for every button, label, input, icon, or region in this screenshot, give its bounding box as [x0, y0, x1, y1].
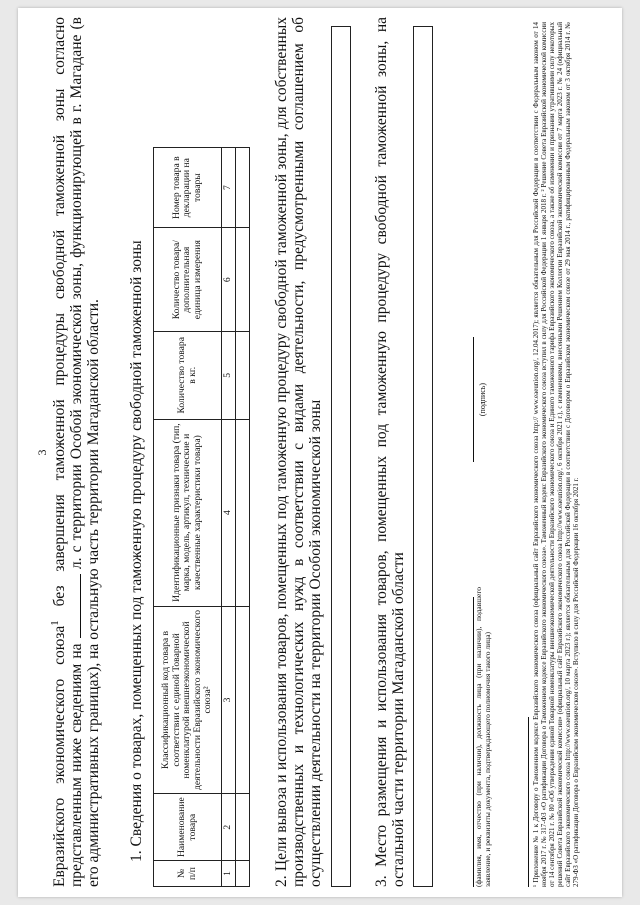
col-number-1: 1 [222, 861, 236, 887]
signature-caption: (подпись) [478, 382, 487, 417]
col-header-weight: Количество товара в кг. [154, 332, 222, 420]
col-number-2: 2 [222, 794, 236, 861]
goods-table [153, 147, 250, 887]
table-header-row [154, 148, 222, 887]
col-header-number: № п/п [154, 861, 222, 887]
intro-text-part2: без завершения таможенной процедуры свободной таможенной зоны согласно представленным ниже сведениям на [51, 17, 85, 887]
col-number-6: 6 [222, 228, 236, 332]
col-number-4: 4 [222, 419, 236, 606]
intro-text-part3: л. с территории Особой экономической зоны, функционирующей в г. Магадане (в его административных границах), на остальную часть территории Магаданской области. [68, 17, 102, 887]
section2-text: 2. Цели вывоза и использования товаров, помещенных под таможенную процедуру свободной таможенной зоны, для собственных производственных и технологических нужд в соответствии с видами деятельности, предусмотренными соглашением об осуществлении деятельности на территории Особой экономической зоны [273, 17, 324, 887]
footnotes: ¹ Приложение № 1 к Договору о Таможенном кодексе Евразийского экономического союза (официальный сайт Евразийского экономического союза http:// www.eaeunion.org/, 12.04.2017); является обязательным для Российской Федерации в соответствии с Федеральным законом от 14 ноября 2017 г. № 317-ФЗ «О ратификации Договора о Таможенном кодексе Евразийского экономического союза». Таможенный кодекс Евразийского экономического союза вступил в силу для Российской Федерации 1 января 2018 г. ² Решение Совета Евразийской экономической комиссии от 14 сентября 2021 г. № 80 «Об утверждении единой Товарной номенклатуры внешнеэкономической деятельности Евразийского экономического союза и Единого таможенного тарифа Евразийского экономического союза, а также об изменении и признании утратившими силу некоторых решений Совета Евразийской экономической комиссии» (официальный сайт Евразийского экономического союза http://www.eaeunion.org/, 6 октября 2021 г.), с изменениями, внесенными Решением Коллегии Евразийской экономической комиссии от 7 марта 2023 г. № 24 (официальный сайт Евразийского экономического союза http://www.eaeunion.org/, 10 марта 2023 г.); является обязательным для Российской Федерации в соответствии с Договором о Евразийском экономическом союзе от 29 мая 2014 г., ратифицированным Федеральным законом от 3 октября 2014 г. № 279-ФЗ «О ратификации Договора о Евразийском экономическом союзе». Вступило в силу для Российской Федерации 16 октября 2021 г. [532, 22, 581, 887]
col-header-quantity: Количество товара/ дополнительная единица измерения [154, 228, 222, 332]
table-cell[interactable] [236, 148, 250, 228]
footnote-ref-1: 1 [48, 620, 61, 626]
intro-paragraph [48, 17, 102, 887]
signature-line [473, 337, 474, 462]
col-header-name: Наименование товара [154, 794, 222, 861]
rotated-page-content [18, 8, 622, 897]
col-header-features: Идентификационные признаки товара (тип, марка, модель, артикул, технические и качественные характеристики товара) [154, 419, 222, 606]
footnote-separator [528, 717, 529, 887]
table-cell[interactable] [236, 794, 250, 861]
col-header-code: Классификационный код товара в соответствии с единой Товарной номенклатурой внешнеэкономической деятельности Евразийского экономического союза² [154, 606, 222, 794]
table-number-row [222, 148, 236, 887]
section2-entry-box[interactable] [331, 26, 351, 887]
sheets-count-blank [68, 574, 81, 638]
page-number: 3 [35, 449, 49, 456]
table-empty-row [236, 148, 250, 887]
table-cell[interactable] [236, 861, 250, 887]
col-number-3: 3 [222, 606, 236, 794]
col-number-7: 7 [222, 148, 236, 228]
intro-text-part1: Евразийского экономического союза [51, 625, 68, 887]
section1-heading: 1. Сведения о товарах, помещенных под таможенную процедуру свободной таможенной зоны [128, 240, 145, 862]
section3-entry-box[interactable] [413, 26, 433, 887]
applicant-caption: (фамилия, имя, отчество (при наличии), должность лица (при наличии), подавшего заявление, и реквизиты документа, подтверждающего полномочия такого лица) [474, 587, 492, 887]
table-cell[interactable] [236, 606, 250, 794]
table-cell[interactable] [236, 332, 250, 420]
col-header-declaration: Номер товара в декларации на товары [154, 148, 222, 228]
document-page [18, 8, 622, 897]
section3-text: 3. Место размещения и использования товаров, помещенных под таможенную процедуру свободной таможенной зоны, на остальной части территории Магаданской области [373, 17, 407, 887]
table-cell[interactable] [236, 419, 250, 606]
applicant-block [473, 507, 513, 887]
table-cell[interactable] [236, 228, 250, 332]
col-number-5: 5 [222, 332, 236, 420]
